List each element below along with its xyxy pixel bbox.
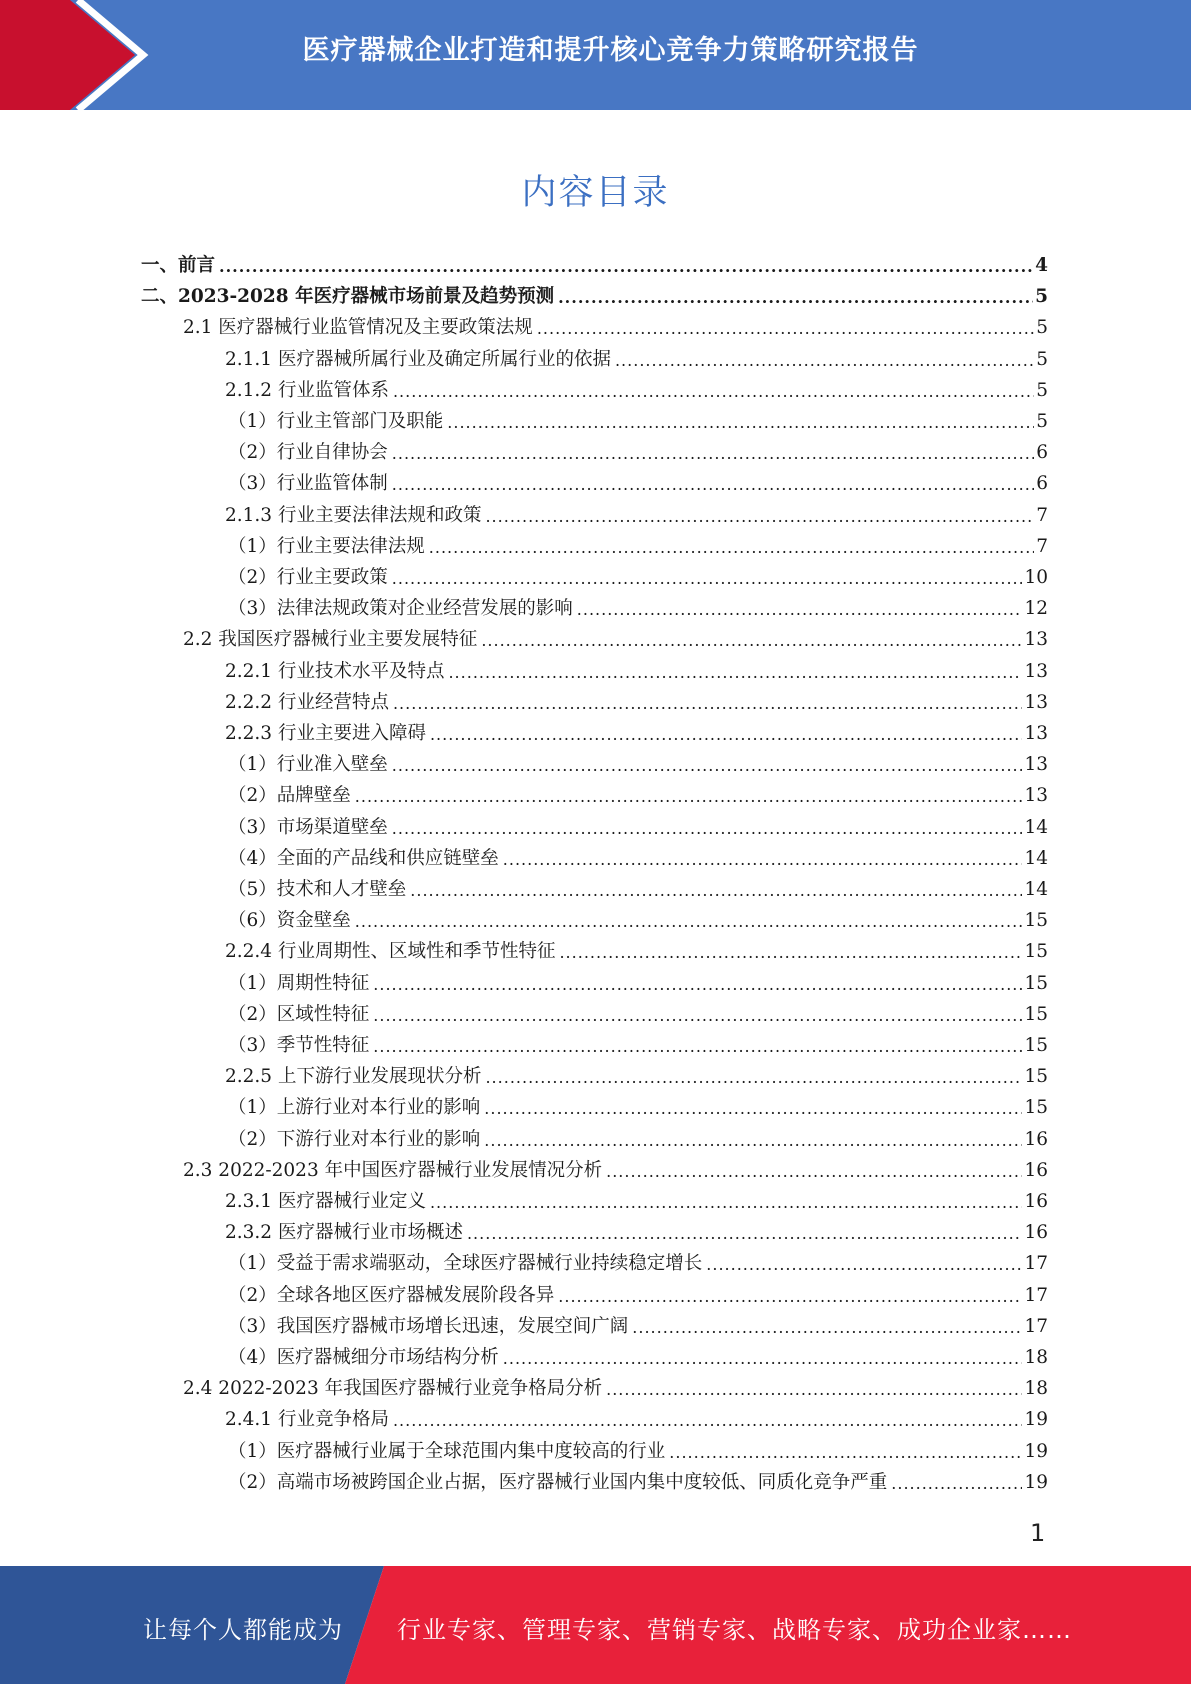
footer-banner — [0, 1566, 1191, 1684]
toc-entry-label: 2.2 我国医疗器械行业主要发展特征 — [183, 629, 478, 650]
toc-entry-label: 2.4 2022-2023 年我国医疗器械行业竞争格局分析 — [183, 1378, 603, 1399]
toc-leader-dots — [891, 1473, 1022, 1495]
toc-entry-page: 17 — [1024, 1285, 1048, 1306]
toc-entry[interactable] — [183, 316, 1048, 340]
toc-leader-dots — [373, 1005, 1022, 1027]
toc-entry-label: 2.2.3 行业主要进入障碍 — [225, 723, 426, 744]
toc-entry[interactable] — [141, 285, 1048, 309]
toc-entry[interactable] — [228, 1440, 1048, 1464]
toc-entry[interactable] — [228, 1128, 1048, 1152]
toc-entry-label: （2）全球各地区医疗器械发展阶段各异 — [228, 1285, 555, 1306]
toc-leader-dots — [558, 1286, 1022, 1308]
toc-entry[interactable] — [225, 1190, 1048, 1214]
toc-entry[interactable] — [225, 1221, 1048, 1245]
toc-entry[interactable] — [228, 753, 1048, 777]
toc-entry-page: 16 — [1024, 1222, 1048, 1243]
toc-entry-label: （2）品牌壁垒 — [228, 785, 351, 806]
toc-leader-dots — [632, 1317, 1022, 1339]
toc-entry-label: （4）全面的产品线和供应链壁垒 — [228, 848, 499, 869]
toc-entry[interactable] — [183, 628, 1048, 652]
toc-leader-dots — [392, 818, 1023, 840]
toc-entry-page: 13 — [1024, 785, 1048, 806]
toc-entry[interactable] — [225, 504, 1048, 528]
toc-entry-page: 13 — [1024, 661, 1048, 682]
toc-entry-label: （1）上游行业对本行业的影响 — [228, 1097, 481, 1118]
toc-entry[interactable] — [225, 1065, 1048, 1089]
toc-entry[interactable] — [228, 410, 1048, 434]
toc-leader-dots — [429, 537, 1034, 559]
toc-entry[interactable] — [183, 1159, 1048, 1183]
toc-entry-label: （6）资金壁垒 — [228, 910, 351, 931]
toc-entry-label: 2.2.1 行业技术水平及特点 — [225, 661, 445, 682]
toc-entry[interactable] — [225, 379, 1048, 403]
toc-entry-label: 2.4.1 行业竞争格局 — [225, 1409, 389, 1430]
toc-entry[interactable] — [228, 1252, 1048, 1276]
toc-entry-page: 5 — [1036, 349, 1048, 370]
toc-entry-page: 19 — [1024, 1409, 1048, 1430]
toc-entry[interactable] — [228, 909, 1048, 933]
toc-entry[interactable] — [228, 566, 1048, 590]
toc-entry-page: 15 — [1024, 1035, 1048, 1056]
toc-leader-dots — [503, 849, 1023, 871]
toc-entry-label: （1）行业主要法律法规 — [228, 536, 425, 557]
toc-entry[interactable] — [228, 784, 1048, 808]
toc-leader-dots — [481, 630, 1022, 652]
toc-leader-dots — [615, 350, 1034, 372]
toc-leader-dots — [393, 693, 1022, 715]
toc-entry-label: 2.1.2 行业监管体系 — [225, 380, 389, 401]
toc-entry-page: 17 — [1024, 1316, 1048, 1337]
toc-entry-page: 7 — [1036, 536, 1048, 557]
toc-entry[interactable] — [228, 1315, 1048, 1339]
toc-entry-page: 5 — [1036, 317, 1048, 338]
toc-entry-label: （3）市场渠道壁垒 — [228, 817, 388, 838]
toc-entry-page: 4 — [1035, 255, 1048, 276]
toc-leader-dots — [392, 755, 1023, 777]
toc-entry[interactable] — [228, 878, 1048, 902]
toc-entry-label: （2）区域性特征 — [228, 1004, 370, 1025]
toc-leader-dots — [706, 1254, 1022, 1276]
toc-entry-label: （4）医疗器械细分市场结构分析 — [228, 1347, 499, 1368]
toc-entry-page: 19 — [1024, 1441, 1048, 1462]
report-title: 医疗器械企业打造和提升核心竞争力策略研究报告 — [302, 35, 919, 66]
toc-leader-dots — [392, 568, 1023, 590]
toc-entry[interactable] — [228, 535, 1048, 559]
toc-entry-page: 10 — [1024, 567, 1048, 588]
footer-slogan-left: 让每个人都能成为 — [143, 1616, 343, 1644]
header-banner — [0, 0, 1191, 110]
toc-entry[interactable] — [225, 660, 1048, 684]
toc-entry-page: 18 — [1024, 1378, 1048, 1399]
toc-entry-label: （1）行业主管部门及职能 — [228, 411, 444, 432]
toc-entry-page: 15 — [1024, 1066, 1048, 1087]
toc-entry-label: （1）行业准入壁垒 — [228, 754, 388, 775]
toc-entry-page: 15 — [1024, 1097, 1048, 1118]
toc-entry-label: （3）我国医疗器械市场增长迅速，发展空间广阔 — [228, 1316, 629, 1337]
toc-entry-page: 12 — [1024, 598, 1048, 619]
toc-leader-dots — [606, 1379, 1022, 1401]
toc-entry-page: 5 — [1036, 380, 1048, 401]
toc-entry[interactable] — [228, 1471, 1048, 1495]
toc-entry-label: 2.1.1 医疗器械所属行业及确定所属行业的依据 — [225, 349, 611, 370]
toc-entry-label: 2.1.3 行业主要法律法规和政策 — [225, 505, 482, 526]
toc-entry[interactable] — [225, 348, 1048, 372]
toc-entry-label: 2.1 医疗器械行业监管情况及主要政策法规 — [183, 317, 533, 338]
toc-entry-page: 15 — [1024, 910, 1048, 931]
toc-entry-label: 2.3 2022-2023 年中国医疗器械行业发展情况分析 — [183, 1160, 603, 1181]
toc-entry-label: 2.2.2 行业经营特点 — [225, 692, 389, 713]
toc-entry[interactable] — [228, 441, 1048, 465]
toc-entry[interactable] — [228, 1034, 1048, 1058]
toc-leader-dots — [577, 599, 1023, 621]
toc-entry[interactable] — [225, 722, 1048, 746]
toc-entry-page: 13 — [1024, 692, 1048, 713]
toc-leader-dots — [485, 1067, 1022, 1089]
toc-entry-page: 14 — [1024, 848, 1048, 869]
toc-leader-dots — [373, 1036, 1022, 1058]
toc-entry-page: 15 — [1024, 941, 1048, 962]
toc-leader-dots — [448, 662, 1022, 684]
toc-heading: 内容目录 — [521, 173, 670, 213]
toc-leader-dots — [392, 474, 1034, 496]
toc-leader-dots — [355, 786, 1023, 808]
toc-leader-dots — [219, 256, 1033, 278]
toc-entry[interactable] — [228, 1346, 1048, 1370]
toc-entry-page: 16 — [1024, 1129, 1048, 1150]
toc-entry-page: 6 — [1036, 442, 1048, 463]
toc-entry-label: （5）技术和人才壁垒 — [228, 879, 407, 900]
toc-entry[interactable] — [228, 597, 1048, 621]
toc-entry-page: 13 — [1024, 723, 1048, 744]
toc-leader-dots — [373, 974, 1022, 996]
toc-entry-page: 13 — [1024, 754, 1048, 775]
toc-entry-page: 17 — [1024, 1253, 1048, 1274]
toc-entry-label: （2）行业自律协会 — [228, 442, 388, 463]
toc-entry[interactable] — [141, 254, 1048, 278]
toc-entry-label: 一、前言 — [141, 255, 216, 276]
page-number: 1 — [1030, 1519, 1046, 1547]
toc-entry-page: 16 — [1024, 1191, 1048, 1212]
toc-leader-dots — [559, 942, 1022, 964]
toc-entry-label: （2）下游行业对本行业的影响 — [228, 1129, 481, 1150]
toc-entry-page: 13 — [1024, 629, 1048, 650]
toc-leader-dots — [503, 1348, 1023, 1370]
toc-leader-dots — [537, 318, 1034, 340]
toc-entry-page: 14 — [1024, 879, 1048, 900]
toc-entry[interactable] — [225, 1408, 1048, 1432]
toc-entry-page: 5 — [1035, 286, 1048, 307]
toc-leader-dots — [606, 1161, 1022, 1183]
toc-entry-page: 7 — [1036, 505, 1048, 526]
toc-entry-label: 2.3.1 医疗器械行业定义 — [225, 1191, 426, 1212]
toc-entry[interactable] — [228, 1003, 1048, 1027]
toc-entry-page: 18 — [1024, 1347, 1048, 1368]
toc-leader-dots — [558, 287, 1033, 309]
toc-leader-dots — [669, 1442, 1022, 1464]
toc-leader-dots — [355, 911, 1023, 933]
toc-entry-label: （1）周期性特征 — [228, 973, 370, 994]
toc-entry-label: 二、2023-2028 年医疗器械市场前景及趋势预测 — [141, 286, 555, 307]
toc-entry-page: 6 — [1036, 473, 1048, 494]
toc-leader-dots — [467, 1223, 1022, 1245]
footer-slogan-right: 行业专家、管理专家、营销专家、战略专家、成功企业家…… — [397, 1616, 1072, 1644]
toc-entry-label: 2.2.5 上下游行业发展现状分析 — [225, 1066, 482, 1087]
toc-leader-dots — [484, 1098, 1022, 1120]
toc-entry-page: 15 — [1024, 1004, 1048, 1025]
toc-entry-page: 19 — [1024, 1472, 1048, 1493]
toc-entry-label: （3）法律法规政策对企业经营发展的影响 — [228, 598, 573, 619]
toc-leader-dots — [430, 1192, 1022, 1214]
toc-leader-dots — [485, 506, 1034, 528]
toc-entry[interactable] — [225, 940, 1048, 964]
toc-entry-label: 2.2.4 行业周期性、区域性和季节性特征 — [225, 941, 556, 962]
toc-entry-page: 14 — [1024, 817, 1048, 838]
toc-entry-label: （1）医疗器械行业属于全球范围内集中度较高的行业 — [228, 1441, 666, 1462]
toc-leader-dots — [447, 412, 1034, 434]
toc-entry-label: 2.3.2 医疗器械行业市场概述 — [225, 1222, 463, 1243]
toc-entry-label: （1）受益于需求端驱动，全球医疗器械行业持续稳定增长 — [228, 1253, 703, 1274]
toc-entry-label: （3）行业监管体制 — [228, 473, 388, 494]
toc-leader-dots — [484, 1130, 1022, 1152]
toc-leader-dots — [393, 381, 1034, 403]
toc-leader-dots — [410, 880, 1022, 902]
toc-entry-label: （2）行业主要政策 — [228, 567, 388, 588]
toc-entry-page: 16 — [1024, 1160, 1048, 1181]
toc-entry[interactable] — [228, 847, 1048, 871]
toc-entry[interactable] — [228, 972, 1048, 996]
toc-entry[interactable] — [225, 691, 1048, 715]
toc-entry-page: 5 — [1036, 411, 1048, 432]
toc-entry-label: （2）高端市场被跨国企业占据，医疗器械行业国内集中度较低、同质化竞争严重 — [228, 1472, 888, 1493]
toc-entry[interactable] — [228, 1284, 1048, 1308]
toc-entry[interactable] — [228, 1096, 1048, 1120]
toc-entry[interactable] — [228, 816, 1048, 840]
toc-entry-label: （3）季节性特征 — [228, 1035, 370, 1056]
toc-entry-page: 15 — [1024, 973, 1048, 994]
toc-entry[interactable] — [228, 472, 1048, 496]
toc-leader-dots — [430, 724, 1022, 746]
toc-leader-dots — [393, 1410, 1022, 1432]
toc-entry[interactable] — [183, 1377, 1048, 1401]
toc-leader-dots — [392, 443, 1034, 465]
